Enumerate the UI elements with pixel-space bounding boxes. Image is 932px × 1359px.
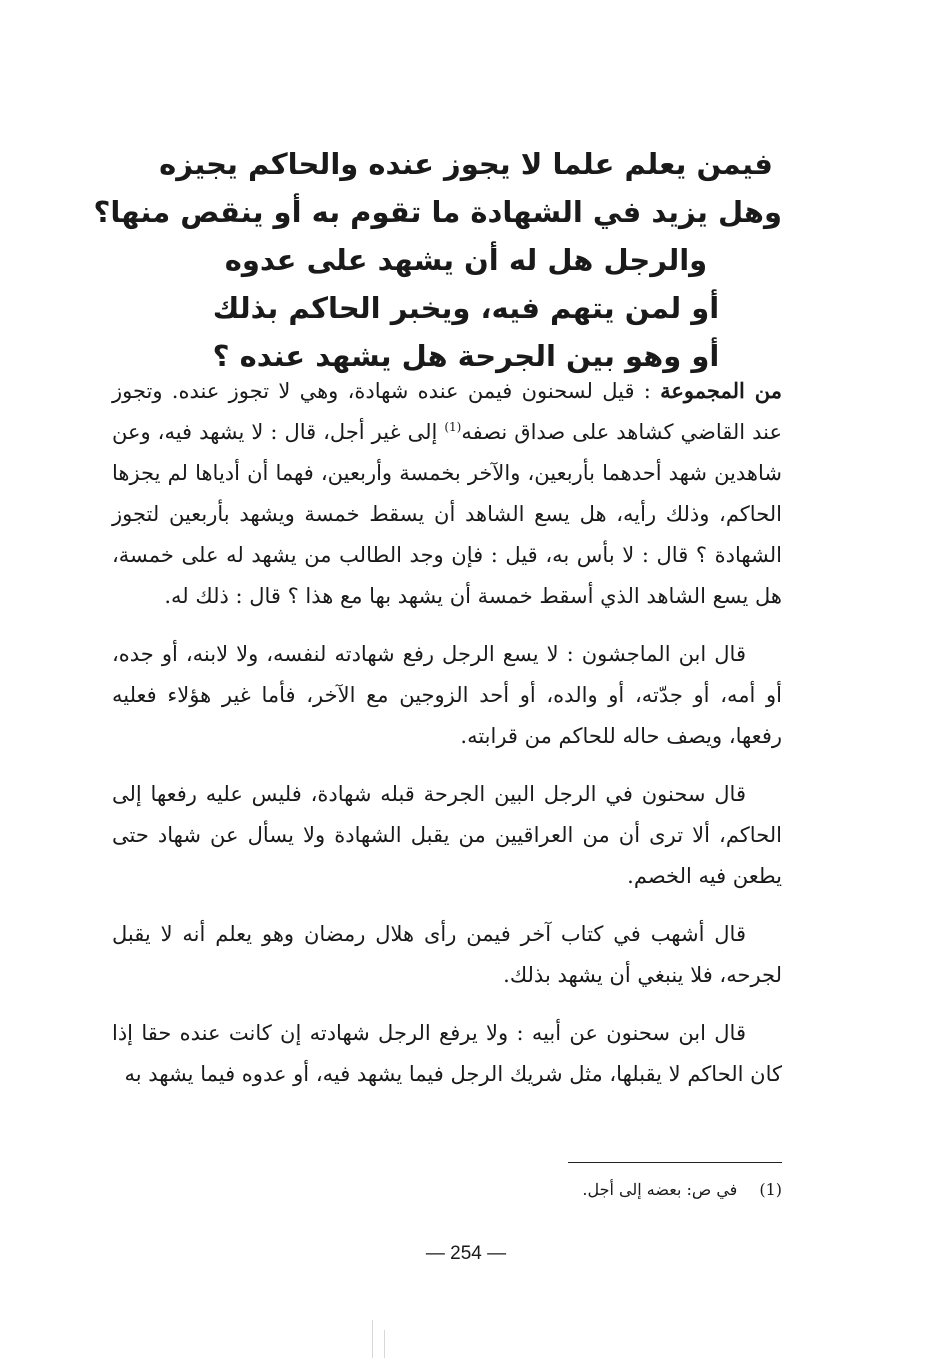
chapter-heading [93,140,782,380]
heading-line: أو لمن يتهم فيه، ويخبر الحاكم بذلك [212,291,720,325]
footnote [380,1178,782,1202]
paragraph: قال ابن الماجشون : لا يسع الرجل رفع شهادته لنفسه، ولا لابنه، أو جده، أو أمه، أو جدّته، أو والده، أو أحد الزوجين مع الآخر، فأما غير هؤلاء فعليه رفعها، ويصف حاله للحاكم من قرابته. [112,642,782,748]
footnote-number: (1) [759,1180,782,1199]
page-number: — 254 — [425,1243,507,1264]
paragraph-text: : قيل لسحنون فيمن عنده شهادة، وهي لا تجوز عنده. وتجوز عند القاضي كشاهد على صداق نصفه [112,379,782,444]
paragraph: قال سحنون في الرجل البين الجرحة قبله شهادة، فليس عليه رفعها إلى الحاكم، ألا ترى أن من العراقيين من يقبل الشهادة ولا يسأل عن شهاد حتى يطعن فيه الخصم. [112,782,782,888]
footnote-text: في ص: بعضه إلى أجل. [582,1180,738,1199]
footnote-marker: (1) [444,420,462,434]
paragraph: قال ابن سحنون عن أبيه : ولا يرفع الرجل شهادته إن كانت عنده حقا إذا كان الحاكم لا يقبلها، مثل شريك الرجل فيما يشهد فيه، أو عدوه فيما يشهد به [112,1021,782,1086]
heading-line: فيمن يعلم علما لا يجوز عنده والحاكم يجيزه [159,147,773,181]
source-label: من المجموعة [660,378,782,403]
scan-artifact [372,1320,373,1358]
paragraph [112,370,782,617]
paragraph: قال أشهب في كتاب آخر فيمن رأى هلال رمضان وهو يعلم أنه لا يقبل لجرحه، فلا ينبغي أن يشهد بذلك. [112,922,782,987]
heading-line: والرجل هل له أن يشهد على عدوه [224,243,708,277]
heading-line: وهل يزيد في الشهادة ما تقوم به أو ينقص منها؟ [93,195,782,229]
scan-artifact [384,1330,385,1358]
paragraph-text: إلى غير أجل، قال : لا يشهد فيه، وعن شاهدين شهد أحدهما بأربعين، والآخر بخمسة وأربعين، فهما أن أدياها لم يجزها الحاكم، وذلك رأيه، هل يسع الشاهد أن يسقط خمسة ويشهد بأربعين لتجوز الشهادة ؟ قال : لا بأس به، قيل : فإن وجد الطالب من يشهد له على خمسة، هل يسع الشاهد الذي أسقط خمسة أن يشهد بها مع هذا ؟ قال : ذلك له. [112,420,782,608]
body-text [112,370,782,1112]
footnote-divider [568,1162,782,1163]
heading-line: أو وهو بين الجرحة هل يشهد عنده ؟ [212,339,720,373]
